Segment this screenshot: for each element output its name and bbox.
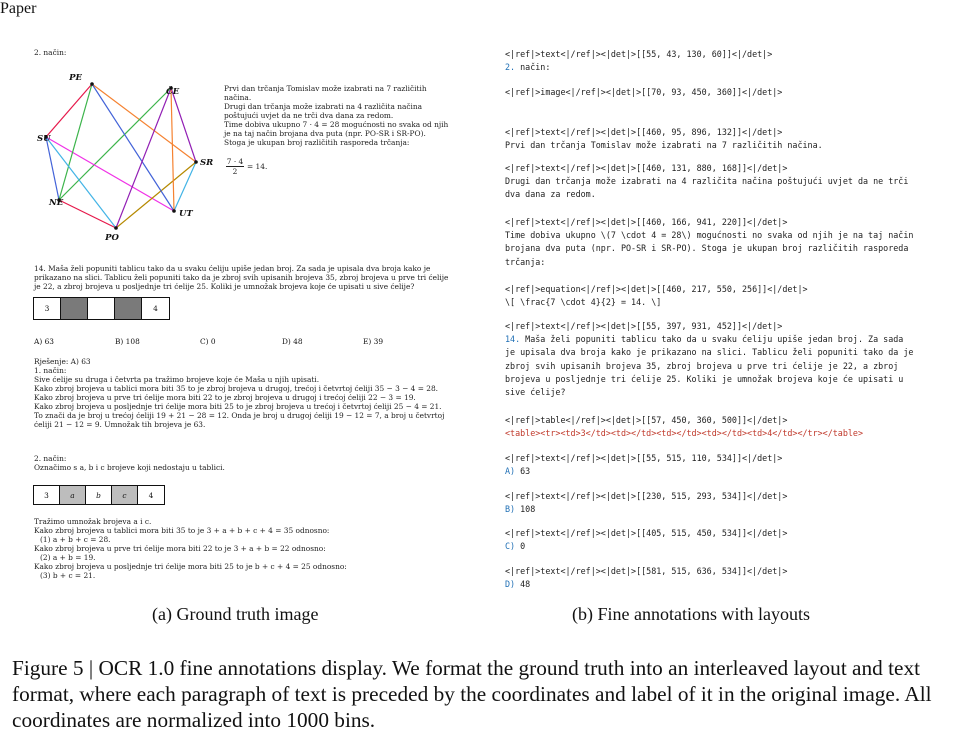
option-e: E) 39 <box>363 337 384 346</box>
table-cell: 3 <box>34 486 60 504</box>
star-vertex-label: ČE <box>166 87 180 97</box>
annotation-body <box>505 578 945 591</box>
table-cell-grey: a <box>60 486 86 504</box>
annotation-tag: <|ref|>text<|/ref|><|det|>[[55, 397, 931, 452]]<|/det|> <box>505 321 783 331</box>
star-vertex-label: UT <box>179 209 193 219</box>
annotation-body: Time dobiva ukupno \(7 \cdot 4 = 28\) mogućnosti no svaka od njih je na taj način brojana dva puta (npr. PO-SR i SR-PO). Stoga je ukupan broj različitih rasporeda trčanja: <box>505 230 914 267</box>
explain-paragraph: Prvi dan trčanja Tomislav može izabrati na 7 različitih načina. Drugi dan trčanja može izabrati na 4 različita načina poštujući uvjet da ne trči dva dana za redom. Time dobiva ukupno 7 · 4 = 28 mogućnosti no svaka od njih je na taj način brojana dva puta (npr. PO-SR i SR-PO). Stoga je ukupan broj različitih rasporeda trčanja: <box>224 84 449 147</box>
table-cell: 4 <box>148 490 154 500</box>
annotation-tag: <|ref|>table<|/ref|><|det|>[[57, 450, 360, 500]]<|/det|> <box>505 415 788 425</box>
annotation-body: Drugi dan trčanja može izabrati na 4 različita načina poštujući uvjet da ne trči dva dana za redom. <box>505 176 909 200</box>
annotation-tag: <|ref|>image<|/ref|><|det|>[[70, 93, 450, 360]]<|/det|> <box>505 87 783 97</box>
table-cell: 3 <box>34 298 61 319</box>
annotation-tag: <|ref|>text<|/ref|><|det|>[[55, 43, 130, 60]]<|/det|> <box>505 49 773 59</box>
annotation-prefix: 14. <box>505 334 521 345</box>
annotation-prefix: D) <box>505 579 516 590</box>
annotation-rest: 63 <box>515 466 531 477</box>
annotation-prefix: C) <box>505 541 516 552</box>
table-cell: b <box>86 486 112 504</box>
annotation-block <box>505 283 945 309</box>
annotation-block <box>505 565 945 591</box>
annotation-block <box>505 452 945 478</box>
fraction-equation: 7 · 4 2 = 14. <box>226 157 268 176</box>
star-vertex-label: NE <box>49 198 64 208</box>
annotation-body <box>505 61 945 74</box>
method-heading: 2. način: <box>34 48 67 57</box>
annotation-rest: način: <box>515 62 551 73</box>
annotation-body <box>505 540 945 553</box>
annotation-block <box>505 48 945 74</box>
option-c: C) 0 <box>200 337 216 346</box>
annotation-body <box>505 465 945 478</box>
annotation-tag: <|ref|>equation<|/ref|><|det|>[[460, 217, 550, 256]]<|/det|> <box>505 284 808 294</box>
annotation-block <box>505 86 945 99</box>
caption-b: (b) Fine annotations with layouts <box>572 604 810 624</box>
annotation-block <box>505 414 945 440</box>
solution-text: Rješenje: A) 63 1. način: Sive ćelije su druga i četvrta pa tražimo brojeve koje će Maša u njih upisati. Kako zbroj brojeva u tablici mora biti 35 to je zbroj brojeva u drugoj, trećoj i četvrtoj ćeliji 35 − 3 − 4 = 28. Kako zbroj brojeva u prve tri ćelije mora biti 22 to je zbroj brojeva u drugoj i trećoj ćeliji 22 − 3 = 19. Kako zbroj brojeva u posljednje tri ćelije mora biti 25 to je zbroj brojeva u trećoj i četvrtoj ćeliji 25 − 4 = 21. To znači da je broj u trećoj ćeliji 19 + 21 − 28 = 12. Onda je broj u drugoj ćeliji 19 − 12 = 7, a broj u četvrtoj ćeliji 21 − 12 = 9. Umnožak tih brojeva je 63. <box>34 357 445 429</box>
annotation-block <box>505 527 945 553</box>
star-vertex-label: SR <box>200 158 214 168</box>
star-vertex-label: PO <box>105 233 119 240</box>
annotation-body: \[ \frac{7 \cdot 4}{2} = 14. \] <box>505 297 662 308</box>
annotation-prefix: 2. <box>505 62 516 73</box>
annotation-rest: 48 <box>515 579 531 590</box>
annotation-tag: <|ref|>text<|/ref|><|det|>[[460, 95, 896, 132]]<|/det|> <box>505 127 783 137</box>
option-d: D) 48 <box>282 337 303 346</box>
table-cell: 4 <box>153 304 158 313</box>
option-b: B) 108 <box>115 337 140 346</box>
annotation-tag: <|ref|>text<|/ref|><|det|>[[581, 515, 636, 534]]<|/det|> <box>505 566 788 576</box>
method2-text: 2. način: Označimo s a, b i c brojeve koji nedostaju u tablici. <box>34 454 225 472</box>
annotation-rest: 108 <box>515 504 536 515</box>
annotation-tag: <|ref|>text<|/ref|><|det|>[[230, 515, 293, 534]]<|/det|> <box>505 491 788 501</box>
annotation-prefix: B) <box>505 504 516 515</box>
annotation-tag: <|ref|>text<|/ref|><|det|>[[460, 166, 941, 220]]<|/det|> <box>505 217 788 227</box>
annotation-block <box>505 126 945 152</box>
bottom-derivation: Tražimo umnožak brojeva a i c. Kako zbroj brojeva u tablici mora biti 35 to je 3 + a + b + c + 4 = 35 odnosno: (1) a + b + c = 28. Kako zbroj brojeva u prve tri ćelije mora biti 22 to je 3 + a + b = 22 odnosno: (2) a + b = 19. Kako zbroj brojeva u posljednje tri ćelije mora biti 25 to je b + c + 4 = 25 odnosno: (3) b + c = 21. <box>34 517 347 580</box>
annotation-body: Prvi dan trčanja Tomislav može izabrati na 7 različitih načina. <box>505 140 823 151</box>
figure-caption: Figure 5 | OCR 1.0 fine annotations display. We format the ground truth into an interleaved layout and text format, where each paragraph of text is preceded by the coordinates and label of it in the original image. All coordinates are normalized into 1000 bins. <box>12 656 932 732</box>
annotation-rest: 0 <box>515 541 526 552</box>
annotation-prefix: A) <box>505 466 516 477</box>
annotation-body: <table><tr><td>3</td><td></td><td></td><td></td><td>4</td></tr></table> <box>505 428 863 439</box>
annotation-tag: <|ref|>text<|/ref|><|det|>[[405, 515, 450, 534]]<|/det|> <box>505 528 788 538</box>
annotation-rest: Maša želi popuniti tablicu tako da u svaku ćeliju upiše jedan broj. Za sada je upisala dva broja kako je prikazano na slici. Tablicu želi popuniti tako da je zbroj svih upisanih brojeva 35, zbroj brojeva u prve tri ćelije je 22, a zbroj brojeva u posljednje tri ćelije 25. Koliki je umnožak brojeva koje će upisati u sive ćelije? <box>505 334 914 398</box>
task-text: 14. Maša želi popuniti tablicu tako da u svaku ćeliju upiše jedan broj. Za sada je upisala dva broja kako je prikazano na slici. Tablicu želi popuniti tako da je zbroj svih upisanih brojeva 35, zbroj brojeva u prve tri ćelije je 22, a zbroj brojeva u posljednje tri ćelije 25. Koliki je umnožak brojeva koje će upisati u sive ćelije? <box>34 264 449 291</box>
annotation-tag: <|ref|>text<|/ref|><|det|>[[460, 131, 880, 168]]<|/det|> <box>505 163 788 173</box>
annotation-block <box>505 216 945 269</box>
option-a: A) 63 <box>34 337 54 346</box>
table-cell-grey: c <box>112 486 138 504</box>
annotation-block <box>505 320 945 399</box>
annotation-tag: <|ref|>text<|/ref|><|det|>[[55, 515, 110, 534]]<|/det|> <box>505 453 783 463</box>
star-vertex-label: PE <box>69 73 82 83</box>
annotation-body <box>505 333 945 399</box>
annotation-block <box>505 162 945 202</box>
star-vertex-label: SU <box>37 134 51 144</box>
caption-a: (a) Ground truth image <box>152 604 319 624</box>
annotation-block <box>505 490 945 516</box>
fraction: 7 · 4 2 <box>226 157 244 176</box>
annotation-body <box>505 503 945 516</box>
